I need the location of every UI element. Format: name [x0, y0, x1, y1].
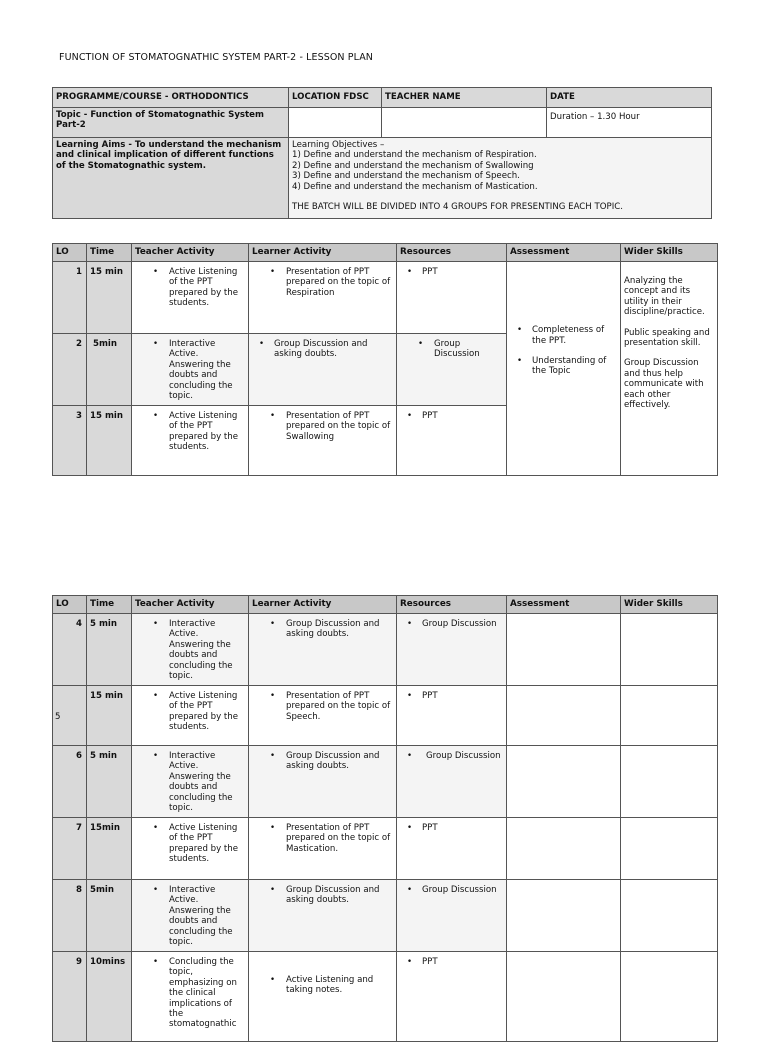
col-header-time: Time [87, 244, 132, 262]
time-cell: 5min [87, 880, 132, 952]
resource: • PPT [400, 823, 503, 833]
teacher-activity: • Active Listening of the PPT prepared by the students. [135, 411, 245, 453]
lo-number: 5 [53, 686, 87, 746]
lo-number: 4 [53, 614, 87, 686]
col-header-wider-skills: Wider Skills [621, 596, 718, 614]
lo-number: 9 [53, 952, 87, 1042]
lo-number: 1 [53, 262, 87, 334]
resource: • Group Discussion [400, 619, 503, 629]
lo-number: 8 [53, 880, 87, 952]
assessment-cell [507, 952, 621, 1042]
date-cell: DATE [547, 88, 712, 108]
teacher-activity: • Interactive Active. Answering the doubts and concluding the topic. [135, 339, 245, 401]
objective-2: 2) Define and understand the mechanism of Swallowing [292, 160, 534, 171]
lo-number: 2 [53, 334, 87, 406]
topic-cell: Topic - Function of Stomatognathic System Part-2 [53, 108, 289, 138]
col-header-teacher-activity: Teacher Activity [132, 596, 249, 614]
time-cell: 15 min [87, 262, 132, 334]
objective-4: 4) Define and understand the mechanism of Mastication. [292, 181, 538, 192]
resource: • Group Discussion [400, 885, 503, 895]
learner-activity: • Group Discussion and asking doubts. [252, 751, 393, 772]
time-cell: 15 min [87, 406, 132, 476]
teacher-activity: • Interactive Active. Answering the doubts and concluding the topic. [135, 885, 245, 947]
learner-activity: • Group Discussion and asking doubts. [252, 885, 393, 906]
document-title: FUNCTION OF STOMATOGNATHIC SYSTEM PART-2 - LESSON PLAN [59, 52, 373, 63]
assessment-item: • Completeness of the PPT. [510, 325, 617, 346]
wider-skills-cell [621, 614, 718, 686]
location-cell: LOCATION FDSC [289, 88, 382, 108]
learning-objectives-cell [289, 138, 712, 219]
lo-number: 3 [53, 406, 87, 476]
wider-skills-cell [621, 686, 718, 746]
resource: • PPT [400, 411, 503, 421]
time-cell: 15min [87, 818, 132, 880]
assessment-cell [507, 614, 621, 686]
teacher-name-cell: TEACHER NAME [382, 88, 547, 108]
table-row [53, 952, 718, 1042]
time-cell: 5min [87, 334, 132, 406]
col-header-lo: LO [53, 596, 87, 614]
teacher-activity: • Active Listening of the PPT prepared by the students. [135, 823, 245, 865]
time-cell: 5 min [87, 746, 132, 818]
col-header-wider-skills: Wider Skills [621, 244, 718, 262]
wider-skill: Group Discussion and thus help communicate with each other effectively. [624, 358, 704, 411]
wider-skills-cell [621, 746, 718, 818]
col-header-time: Time [87, 596, 132, 614]
learner-activity: • Presentation of PPT prepared on the topic of Swallowing [252, 411, 393, 442]
teacher-activity: • Interactive Active. Answering the doubts and concluding the topic. [135, 751, 245, 813]
resource: • PPT [400, 691, 503, 701]
teacher-activity: • Interactive Active. Answering the doubts and concluding the topic. [135, 619, 245, 681]
duration-cell: Duration – 1.30 Hour [547, 108, 712, 138]
wider-skills-cell [621, 262, 718, 476]
teacher-activity: • Concluding the topic, emphasizing on the clinical implications of the stomatognathic [135, 957, 245, 1030]
resource: • Group Discussion [400, 751, 503, 761]
col-header-lo: LO [53, 244, 87, 262]
col-header-assessment: Assessment [507, 596, 621, 614]
teacher-activity: • Active Listening of the PPT prepared by the students. [135, 691, 245, 733]
objectives-title: Learning Objectives – [292, 140, 385, 150]
programme-cell: PROGRAMME/COURSE - ORTHODONTICS [53, 88, 289, 108]
batch-note: THE BATCH WILL BE DIVIDED INTO 4 GROUPS FOR PRESENTING EACH TOPIC. [292, 202, 623, 213]
learning-aims-cell: Learning Aims - To understand the mechanism and clinical implication of different functions of the Stomatognathic system. [53, 138, 289, 219]
objective-3: 3) Define and understand the mechanism of Speech. [292, 171, 520, 182]
col-header-learner-activity: Learner Activity [249, 244, 397, 262]
assessment-cell [507, 818, 621, 880]
table-row [53, 746, 718, 818]
resource: • Group Discussion [400, 339, 503, 360]
time-cell: 15 min [87, 686, 132, 746]
assessment-cell [507, 880, 621, 952]
teacher-value-cell [382, 108, 547, 138]
col-header-resources: Resources [397, 596, 507, 614]
col-header-resources: Resources [397, 244, 507, 262]
learner-activity: • Group Discussion and asking doubts. [252, 339, 393, 360]
resource: • PPT [400, 267, 503, 277]
teacher-activity: • Active Listening of the PPT prepared by the students. [135, 267, 245, 309]
wider-skills-cell [621, 952, 718, 1042]
lesson-table-2 [52, 595, 718, 1042]
objective-1: 1) Define and understand the mechanism of Respiration. [292, 150, 537, 161]
learner-activity: • Group Discussion and asking doubts. [252, 619, 393, 640]
lo-number: 6 [53, 746, 87, 818]
learner-activity: • Presentation of PPT prepared on the topic of Speech. [252, 691, 393, 722]
table-row [53, 880, 718, 952]
time-cell: 5 min [87, 614, 132, 686]
lesson-table-1 [52, 243, 718, 476]
col-header-assessment: Assessment [507, 244, 621, 262]
time-cell: 10mins [87, 952, 132, 1042]
table-row [53, 262, 718, 334]
location-value-cell [289, 108, 382, 138]
assessment-item: • Understanding of the Topic [510, 356, 617, 377]
lesson-header-table [52, 87, 712, 219]
assessment-cell [507, 746, 621, 818]
learner-activity: • Active Listening and taking notes. [252, 975, 393, 996]
table-row [53, 614, 718, 686]
learner-activity: • Presentation of PPT prepared on the topic of Respiration [252, 267, 393, 298]
table-row [53, 818, 718, 880]
table-row [53, 686, 718, 746]
assessment-cell [507, 686, 621, 746]
wider-skill: Public speaking and presentation skill. [624, 327, 710, 349]
col-header-teacher-activity: Teacher Activity [132, 244, 249, 262]
wider-skill: Analyzing the concept and its utility in their discipline/practice. [624, 276, 705, 318]
lo-number: 7 [53, 818, 87, 880]
learner-activity: • Presentation of PPT prepared on the topic of Mastication. [252, 823, 393, 854]
col-header-learner-activity: Learner Activity [249, 596, 397, 614]
wider-skills-cell [621, 880, 718, 952]
assessment-cell [507, 262, 621, 476]
resource: • PPT [400, 957, 503, 967]
wider-skills-cell [621, 818, 718, 880]
